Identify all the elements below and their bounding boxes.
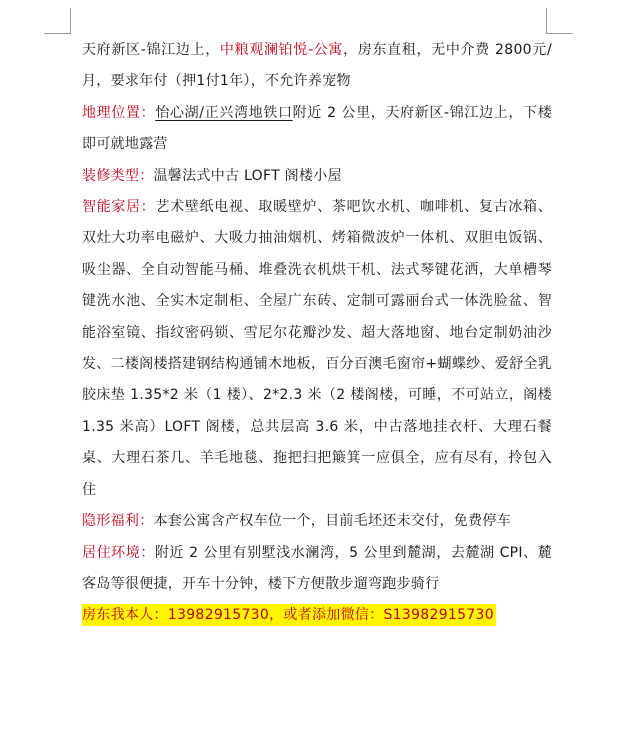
crop-mark-top-right [546, 33, 573, 34]
environment-paragraph [82, 538, 552, 601]
metro-station: 怡心湖/正兴湾地铁口 [155, 104, 293, 121]
perk-label: 隐形福利： [82, 513, 154, 530]
smart-home-paragraph [82, 192, 552, 506]
contact-paragraph [82, 600, 552, 631]
intro-text: ，房东直租，无中介费 2800元/月，要求年付（押1付1年），不允许养宠物 [82, 42, 552, 90]
crop-mark-top-left [70, 8, 71, 34]
decor-label: 装修类型： [82, 167, 154, 184]
environment-text: 附近 2 公里有别墅浅水澜湾，5 公里到麓湖，去麓湖 CPI、麓客岛等很便捷，开车十分钟，楼下方便散步遛弯跑步骑行 [82, 544, 553, 592]
smart-home-label: 智能家居： [82, 199, 156, 216]
smart-home-text: 艺术壁纸电视、取暖壁炉、茶吧饮水机、咖啡机、复古冰箱、双灶大功率电磁炉、大吸力抽油烟机、烤箱微波炉一体机、双胆电饭锅、吸尘器、全自动智能马桶、堆叠洗衣机烘干机、法式琴键花洒，大单槽琴键洗水池、全实木定制柜、全屋广东砖、定制可露丽台式一体洗脸盆、智能浴室镜、指纹密码锁、雪尼尔花瓣沙发、超大落地窗、地台定制奶油沙发、二楼阁楼搭建钢结构通铺木地板，百分百澳毛窗帘+蝴蝶纱、爱舒全乳胶床垫 1.35*2 米（1 楼）、2*2.3 米（2 楼阁楼，可睡，不可站立，阁楼 1.35 米高）LOFT 阁楼，总共层高 3.6 米，中古落地挂衣杆、大理石餐桌、大理石茶几、羊毛地毯、拖把扫把簸箕一应俱全，应有尽有，拎包入住 [82, 199, 552, 498]
crop-mark-top-right [546, 8, 547, 34]
contact-highlight: 房东我本人：13982915730，或者添加微信：S13982915730 [82, 604, 496, 626]
property-name: 中粮观澜铂悦-公寓 [219, 42, 344, 58]
perk-paragraph [82, 506, 552, 537]
location-paragraph [82, 98, 552, 161]
intro-text: 天府新区-锦江边上， [82, 42, 220, 58]
intro-paragraph [82, 35, 552, 98]
document-body [82, 35, 552, 632]
crop-mark-top-left [44, 33, 71, 34]
location-text: 附近 2 公里，天府新区-锦江边上，下楼即可就地露营 [82, 104, 553, 153]
environment-label: 居住环境： [82, 544, 155, 561]
perk-text: 本套公寓含产权车位一个，目前毛坯还未交付，免费停车 [153, 513, 511, 530]
decor-text: 温馨法式中古 LOFT 阁楼小屋 [153, 167, 342, 184]
decor-paragraph [82, 161, 552, 192]
location-label: 地理位置： [82, 104, 156, 121]
